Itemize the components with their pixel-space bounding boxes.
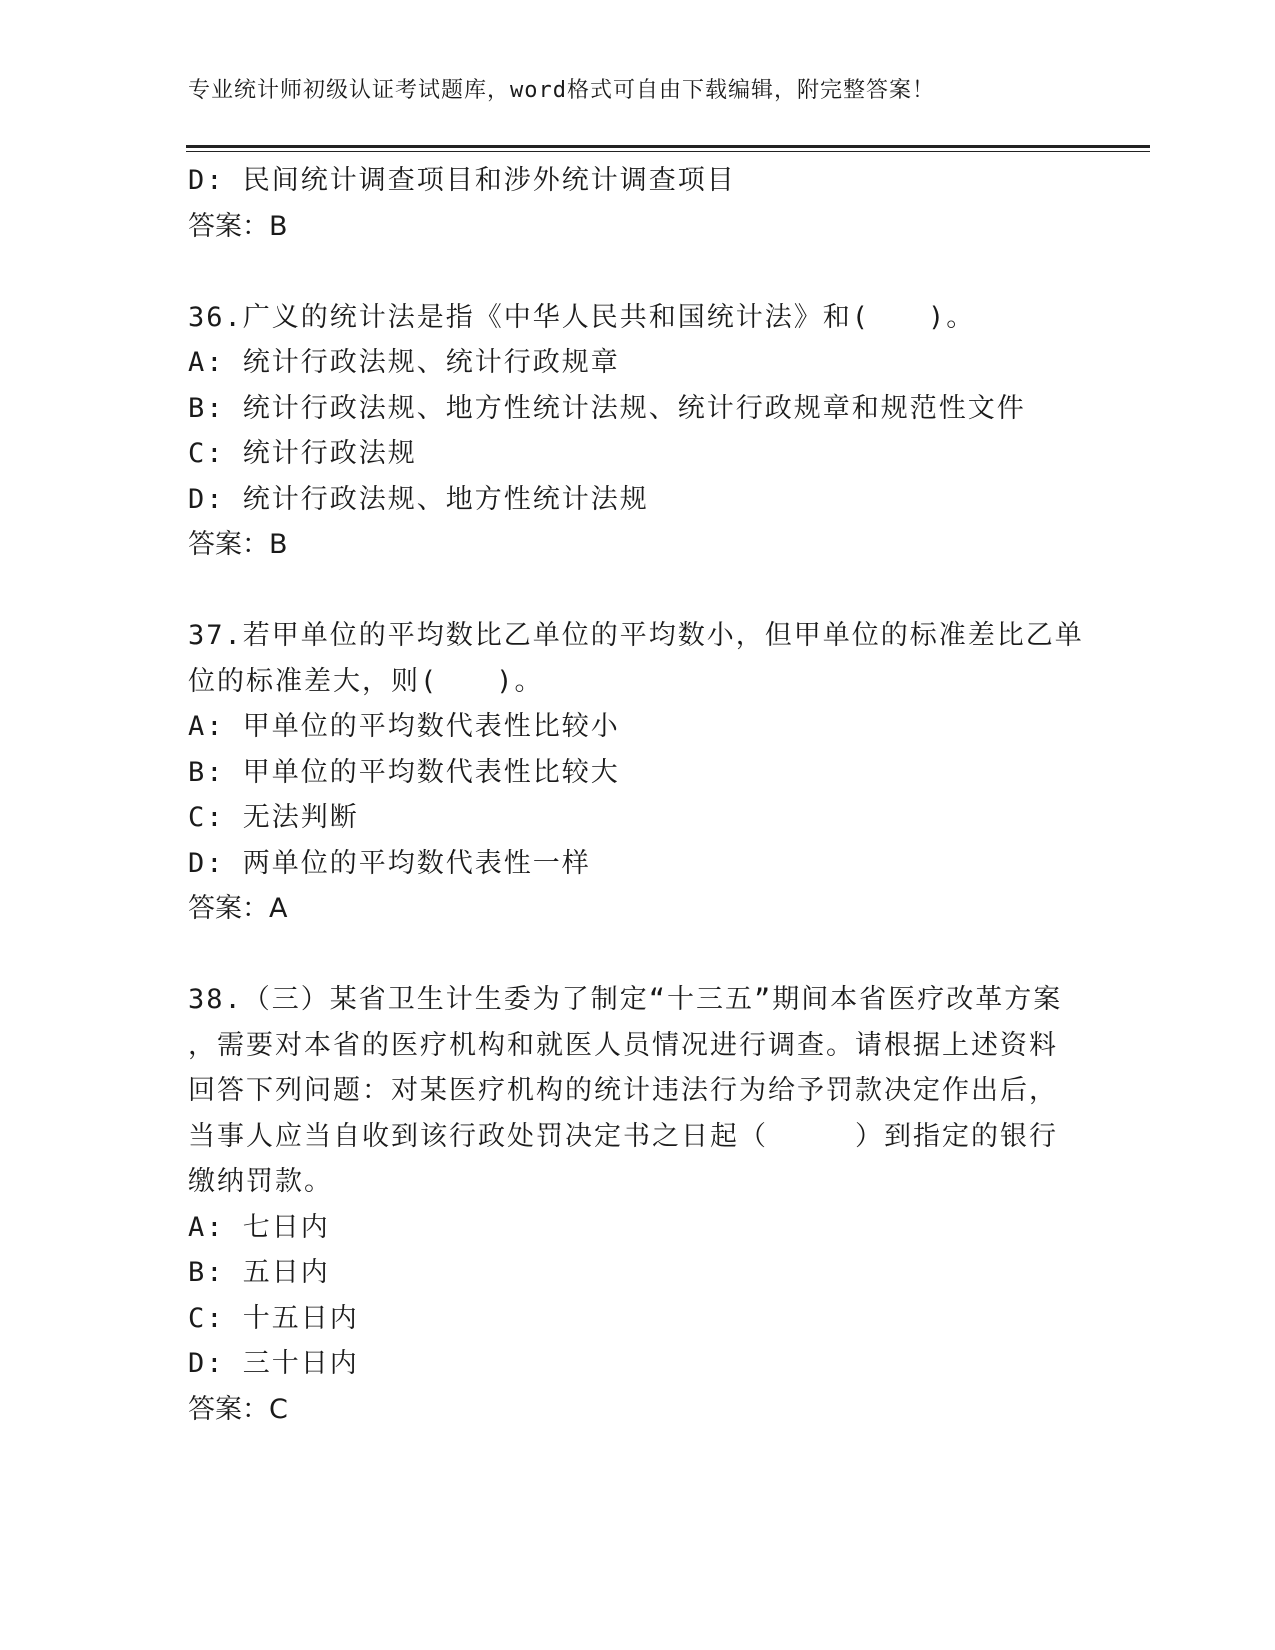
answer-line: 答案：B xyxy=(188,210,288,242)
question-stem: 回答下列问题：对某医疗机构的统计违法行为给予罚款决定作出后， xyxy=(188,1075,1058,1106)
option-d: D: 三十日内 xyxy=(188,1348,359,1379)
document-body xyxy=(188,158,1088,1432)
question-stem: 缴纳罚款。 xyxy=(188,1166,333,1197)
question-36 xyxy=(188,295,1088,568)
question-stem: ，需要对本省的医疗机构和就医人员情况进行调查。请根据上述资料 xyxy=(188,1029,1058,1061)
question-stem: 37.若甲单位的平均数比乙单位的平均数小，但甲单位的标准差比乙单 xyxy=(188,620,1084,651)
option-c: C: 十五日内 xyxy=(188,1302,359,1334)
spacer xyxy=(188,932,1088,978)
question-38 xyxy=(188,977,1088,1432)
page-header: 专业统计师初级认证考试题库，word格式可自由下载编辑，附完整答案！ xyxy=(188,78,935,103)
question-35-tail xyxy=(188,158,1088,249)
option-b: B: 统计行政法规、地方性统计法规、统计行政规章和规范性文件 xyxy=(188,392,1026,424)
option-b: B: 甲单位的平均数代表性比较大 xyxy=(188,756,620,788)
option-a: A: 甲单位的平均数代表性比较小 xyxy=(188,711,620,742)
option-d: D: 两单位的平均数代表性一样 xyxy=(188,847,591,879)
option-d: D: 统计行政法规、地方性统计法规 xyxy=(188,483,649,515)
option-c: C: 统计行政法规 xyxy=(188,438,417,469)
option-c: C: 无法判断 xyxy=(188,802,359,833)
header-rule-thin xyxy=(186,151,1150,152)
header-rule-thick xyxy=(186,145,1150,148)
question-stem: 位的标准差大，则( )。 xyxy=(188,665,544,697)
spacer xyxy=(188,568,1088,614)
answer-line: 答案：C xyxy=(188,1393,288,1425)
question-stem: 36.广义的统计法是指《中华人民共和国统计法》和( )。 xyxy=(188,301,976,333)
question-37 xyxy=(188,613,1088,932)
spacer xyxy=(188,249,1088,295)
question-stem: 38.（三）某省卫生计生委为了制定“十三五”期间本省医疗改革方案 xyxy=(188,984,1063,1015)
option-b: B: 五日内 xyxy=(188,1257,330,1288)
option-d: D: 民间统计调查项目和涉外统计调查项目 xyxy=(188,165,736,196)
answer-line: 答案：A xyxy=(188,893,288,924)
option-a: A: 七日内 xyxy=(188,1211,330,1243)
question-stem: 当事人应当自收到该行政处罚决定书之日起（ ）到指定的银行 xyxy=(188,1120,1058,1152)
option-a: A: 统计行政法规、统计行政规章 xyxy=(188,347,620,378)
answer-line: 答案：B xyxy=(188,529,288,560)
